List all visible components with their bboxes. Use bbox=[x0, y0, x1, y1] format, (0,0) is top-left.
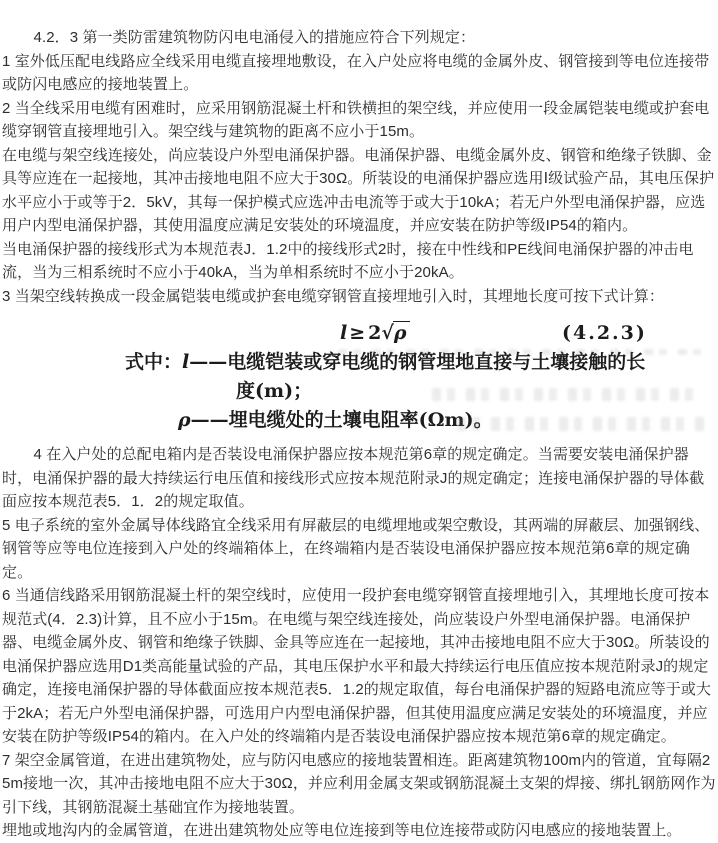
equation-4-2-3-block bbox=[2, 318, 716, 435]
equation-number: (4.2.3) bbox=[562, 322, 647, 344]
formula-note-line-1: 式中：l——电缆铠装或穿电缆的钢管埋地直接与土壤接触的长 bbox=[125, 351, 646, 373]
item-6-paragraph: 6 当通信线路采用钢筋混凝土杆的架空线时，应使用一段护套电缆穿钢管直接埋地引入，其埋地长度可按本规范式(4．2.3)计算，且不应小于15m。在电缆与架空线连接处，尚应装设户外型电涌保护器。电涌保护器、电缆金属外皮、钢管和绝缘子铁脚、金具等应连在一起接地，其冲击接地电阻不应大于30Ω。所装设的电涌保护器应选用D1类高能量试验的产品，其电压保护水平和最大持续运行电压值应按本规范附录J的规定确定，连接电涌保护器的导体截面应按本规范表5．1.2的规定取值，每台电涌保护器的短路电流应等于或大于2kA；若无户外型电涌保护器，可选用户内型电涌保护器，但其使用温度应满足安装处的环境温度，并应安装在防护等级IP54的箱内。在入户处的终端箱内是否装设电涌保护器应按本规范第6章的规定确定。 bbox=[2, 587, 712, 745]
item-5-paragraph: 5 电子系统的室外金属导体线路宜全线采用有屏蔽层的电缆埋地或架空敷设，其两端的屏蔽层、加强钢线、钢管等应等电位连接到入户处的终端箱体上，在终端箱内是否装设电涌保护器应按本规范第6章的规定确定。 bbox=[2, 516, 710, 581]
item-1-paragraph: 1 室外低压配电线路应全线采用电缆直接埋地敷设，在入户处应将电缆的金属外皮、钢管接到等电位连接带或防闪电感应的接地装置上。 bbox=[2, 52, 710, 93]
item-7-paragraph: 7 架空金属管道，在进出建筑物处，应与防闪电感应的接地装置相连。距离建筑物100m内的管道，宜每隔25m接地一次，其冲击接地电阻不应大于30Ω，并应利用金属支架或钢筋混凝土支架的焊接、绑扎钢筋网作为引下线，其钢筋混凝土基础宜作为接地装置。 bbox=[2, 751, 716, 816]
bleedthrough-artifact bbox=[457, 417, 709, 431]
bleedthrough-artifact bbox=[338, 349, 706, 355]
equation-row bbox=[2, 318, 716, 348]
item-2-spd-paragraph: 在电缆与架空线连接处，尚应装设户外型电涌保护器。电涌保护器、电缆金属外皮、钢管和绝缘子铁脚、金具等应连在一起接地，其冲击接地电阻不应大于30Ω。所装设的电涌保护器应选用Ⅰ级试验产品，其电压保护水平应小于或等于2．5kV，其每一保护模式应选冲击电流等于或大于10kA；若无户外型电涌保护器，应选用户内型电涌保护器，其使用温度应满足安装处的环境温度，并应安装在防护等级IP54的箱内。 bbox=[2, 146, 715, 234]
radical-sign: √ bbox=[381, 322, 394, 344]
item-4-paragraph: 4 在入户处的总配电箱内是否装设电涌保护器应按本规范第6章的规定确定。当需要安装电涌保护器时，电涌保护器的最大持续运行电压值和接线形式应按本规范附录J的规定确定；连接电涌保护器的导体截面应按本规范表5．1．2的规定取值。 bbox=[2, 446, 705, 510]
item-2-wiring-paragraph: 当电涌保护器的接线形式为本规范表J．1.2中的接线形式2时，接在中性线和PE线间电涌保护器的冲击电流，当为三相系统时不应小于40kA，当为单相系统时不应小于20kA。 bbox=[2, 240, 694, 281]
equation-expression: l ≥ 2√ρ bbox=[340, 318, 410, 348]
buried-pipe-paragraph: 埋地或地沟内的金属管道，在进出建筑物处应等电位连接到等电位连接带或防闪电感应的接地装置上。 bbox=[2, 822, 682, 839]
clause-4-2-3-heading: 4.2．3 第一类防雷建筑物防闪电电涌侵入的措施应符合下列规定： bbox=[33, 29, 476, 46]
formula-note-line-2: 度(m)； bbox=[236, 380, 313, 402]
item-2-paragraph: 2 当全线采用电缆有困难时，应采用钢筋混凝土杆和铁横担的架空线，并应使用一段金属铠装电缆或护套电缆穿钢管直接埋地引入。架空线与建筑物的距离不应小于15m。 bbox=[2, 99, 710, 140]
bleedthrough-artifact bbox=[432, 388, 704, 401]
item-3-paragraph: 3 当架空线转换成一段金属铠装电缆或护套电缆穿钢管直接埋地引入时，其埋地长度可按下式计算： bbox=[2, 287, 665, 305]
formula-note-line-3: ρ——埋电缆处的土壤电阻率(Ωm)。 bbox=[178, 409, 493, 431]
